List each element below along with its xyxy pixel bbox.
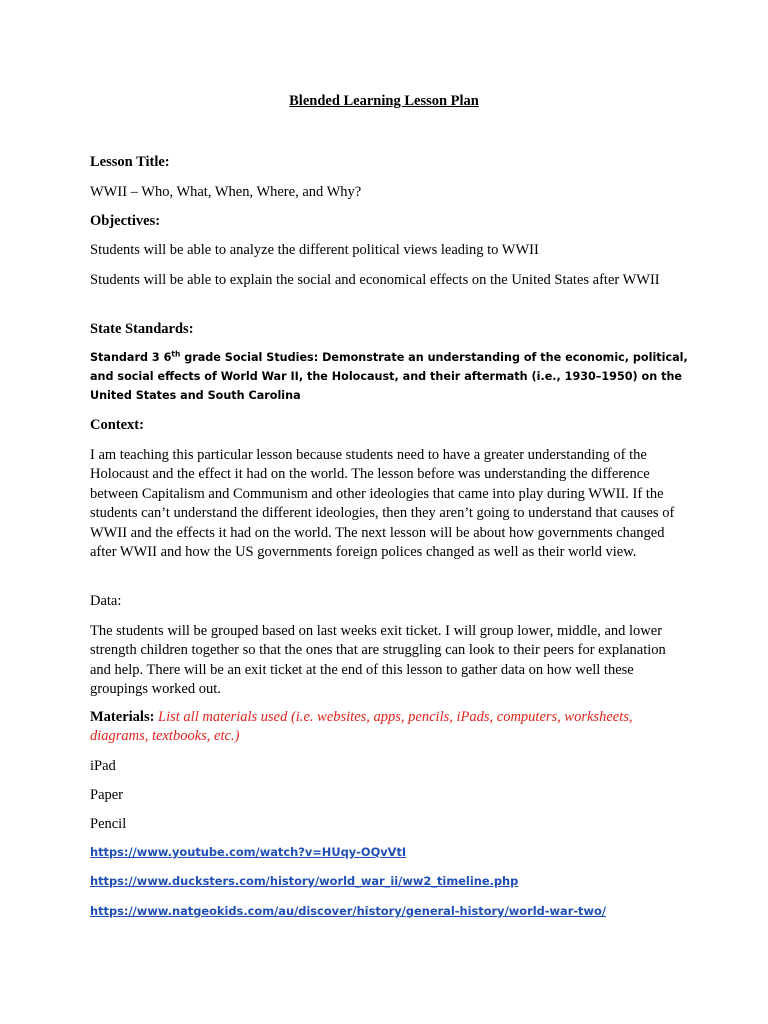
materials-heading: Materials: [90, 709, 155, 725]
context-paragraph: I am teaching this particular lesson because students need to have a greater understanding of the Holocaust and the effect it had on the world. The lesson before was understanding the difference between Capitalism and Communism and other ideologies that came into play during WWII. If the students can’t understand the different ideologies, then they aren’t going to understand that causes of WWII and the effects it had on the world. The next lesson will be about how governments changed after WWII and how the US governments foreign polices changed as well as their world view. [90, 447, 675, 561]
lesson-title-heading: Lesson Title: [90, 154, 170, 170]
objectives-heading: Objectives: [90, 213, 161, 229]
lesson-title: WWII – Who, What, When, Where, and Why? [90, 184, 362, 200]
material-item-pencil: Pencil [90, 816, 127, 832]
context-heading: Context: [90, 417, 144, 433]
link-ducksters[interactable]: https://www.ducksters.com/history/world_war_ii/ww2_timeline.php [90, 874, 519, 888]
link-youtube[interactable]: https://www.youtube.com/watch?v=HUqy-OQvVtI [90, 845, 407, 859]
standard-ordinal: th [171, 349, 181, 359]
data-paragraph: The students will be grouped based on last weeks exit ticket. I will group lower, middle, and lower strength children together so that the ones that are struggling can look to their peers for explanation and help. There will be an exit ticket at the end of this lesson to gather data on how well these groupings worked out. [90, 623, 666, 698]
standards-heading: State Standards: [90, 321, 194, 337]
standard-prefix: Standard 3 6 [90, 351, 172, 364]
material-item-ipad: iPad [90, 758, 116, 774]
document-title: Blended Learning Lesson Plan [289, 93, 479, 109]
materials-instruction: List all materials used (i.e. websites, apps, pencils, iPads, computers, worksheets, diagrams, textbooks, etc.) [90, 709, 633, 745]
state-standard-text [90, 348, 690, 405]
objective-1: Students will be able to analyze the different political views leading to WWII [90, 242, 539, 258]
material-item-paper: Paper [90, 787, 124, 803]
data-heading: Data: [90, 593, 122, 609]
objective-2: Students will be able to explain the social and economical effects on the United States after WWII [90, 272, 660, 288]
materials-section [90, 708, 690, 747]
link-natgeokids[interactable]: https://www.natgeokids.com/au/discover/history/general-history/world-war-two/ [90, 904, 607, 918]
standard-body: grade Social Studies: Demonstrate an understanding of the economic, political, and social effects of World War II, the Holocaust, and their aftermath (i.e., 1930–1950) on the United States and South Carolina [90, 351, 688, 402]
